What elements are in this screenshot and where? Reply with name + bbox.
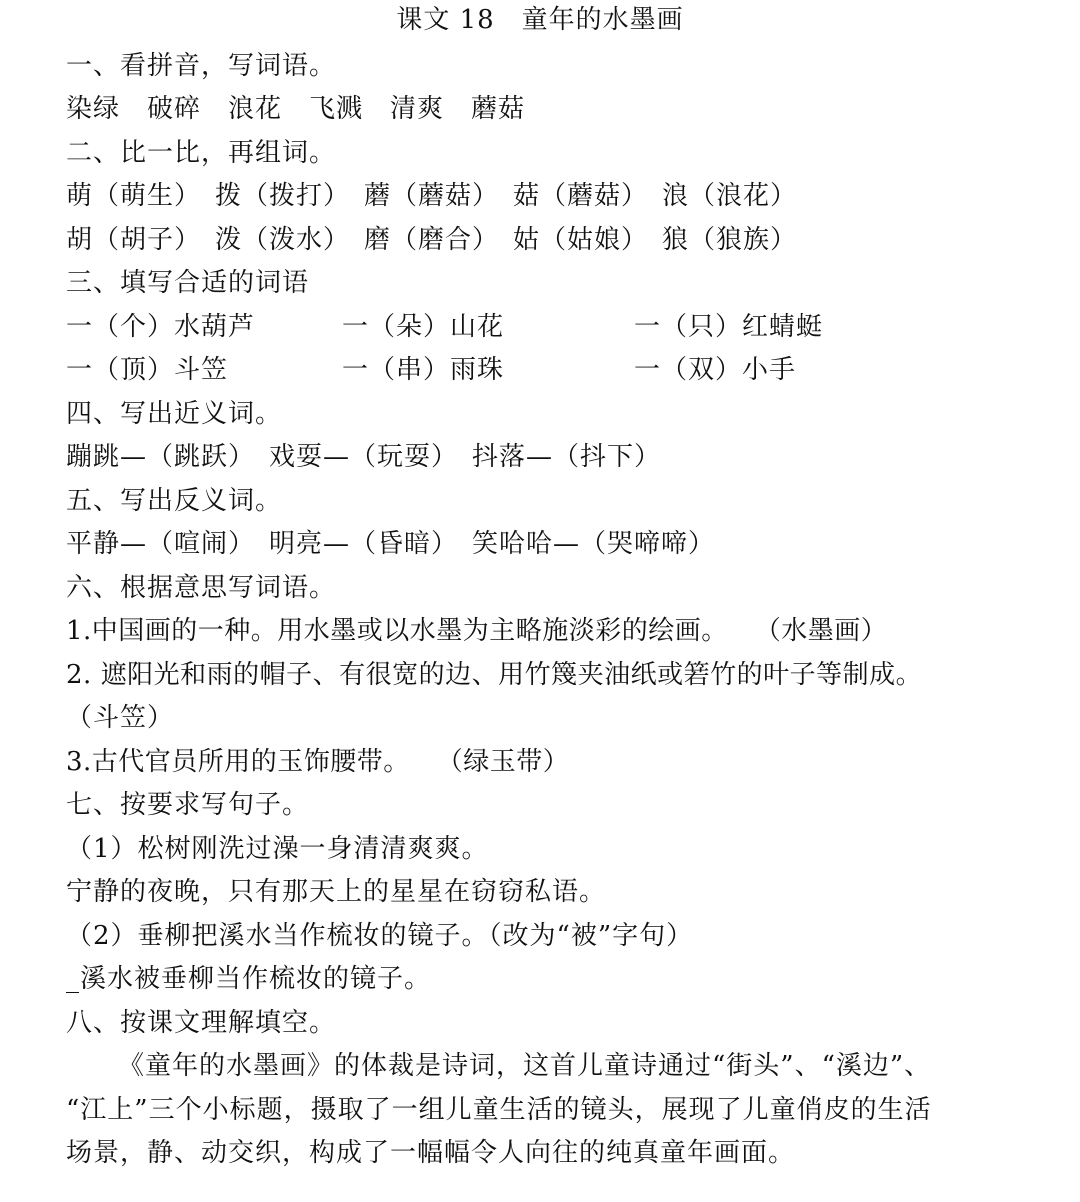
section-2-row-1: 萌（萌生） 拨（拨打） 蘑（蘑菇） 菇（蘑菇） 浪（浪花）: [66, 181, 798, 211]
section-3-item: 一（串）雨珠: [342, 355, 505, 385]
section-8-paragraph-line-3: 场景，静、动交织，构成了一幅幅令人向往的纯真童年画面。: [66, 1138, 796, 1168]
section-6-item-2-answer: （斗笠）: [66, 703, 175, 733]
section-7-question-1: （1）松树刚洗过澡一身清清爽爽。: [66, 834, 489, 864]
section-8-heading: 八、按课文理解填空。: [66, 1008, 337, 1038]
section-6-item-1: 1.中国画的一种。用水墨或以水墨为主略施淡彩的绘画。 （水墨画）: [66, 616, 888, 646]
section-3-item: 一（顶）斗笠: [66, 355, 229, 385]
section-3-heading: 三、填写合适的词语: [66, 268, 310, 298]
section-6-item-3: 3.古代官员所用的玉饰腰带。 （绿玉带）: [66, 747, 570, 777]
section-3-item: 一（朵）山花: [342, 312, 505, 342]
section-6-heading: 六、根据意思写词语。: [66, 573, 337, 603]
section-2-heading: 二、比一比，再组词。: [66, 138, 337, 168]
section-1-heading: 一、看拼音，写词语。: [66, 51, 337, 81]
section-7-heading: 七、按要求写句子。: [66, 790, 310, 820]
section-5-heading: 五、写出反义词。: [66, 486, 283, 516]
section-3-item: 一（个）水葫芦: [66, 312, 256, 342]
section-2-row-2: 胡（胡子） 泼（泼水） 磨（磨合） 姑（姑娘） 狼（狼族）: [66, 225, 798, 255]
section-7-answer-2: _溪水被垂柳当作梳妆的镜子。: [66, 964, 432, 994]
section-6-item-2: 2. 遮阳光和雨的帽子、有很宽的边、用竹篾夹油纸或箬竹的叶子等制成。: [66, 660, 923, 690]
section-4-heading: 四、写出近义词。: [66, 399, 283, 429]
section-8-paragraph-line-2: “江上”三个小标题，摄取了一组儿童生活的镜头，展现了儿童俏皮的生活: [66, 1095, 932, 1125]
section-5-answers: 平静—（喧闹） 明亮—（昏暗） 笑哈哈—（哭啼啼）: [66, 529, 716, 559]
section-8-paragraph-line-1: 《童年的水墨画》的体裁是诗词，这首儿童诗通过“街头”、“溪边”、: [118, 1051, 932, 1081]
section-7-question-2: （2）垂柳把溪水当作梳妆的镜子。（改为“被”字句）: [66, 921, 694, 951]
page-title: 课文 18 童年的水墨画: [396, 5, 684, 35]
section-3-row-1: [66, 311, 1016, 343]
section-7-answer-1: 宁静的夜晚，只有那天上的星星在窃窃私语。: [66, 877, 607, 907]
section-1-answers: 染绿 破碎 浪花 飞溅 清爽 蘑菇: [66, 94, 526, 124]
section-4-answers: 蹦跳—（跳跃） 戏耍—（玩耍） 抖落—（抖下）: [66, 442, 662, 472]
section-3-row-2: [66, 354, 1016, 386]
section-3-item: 一（双）小手: [634, 355, 797, 385]
section-3-item: 一（只）红蜻蜓: [634, 312, 824, 342]
